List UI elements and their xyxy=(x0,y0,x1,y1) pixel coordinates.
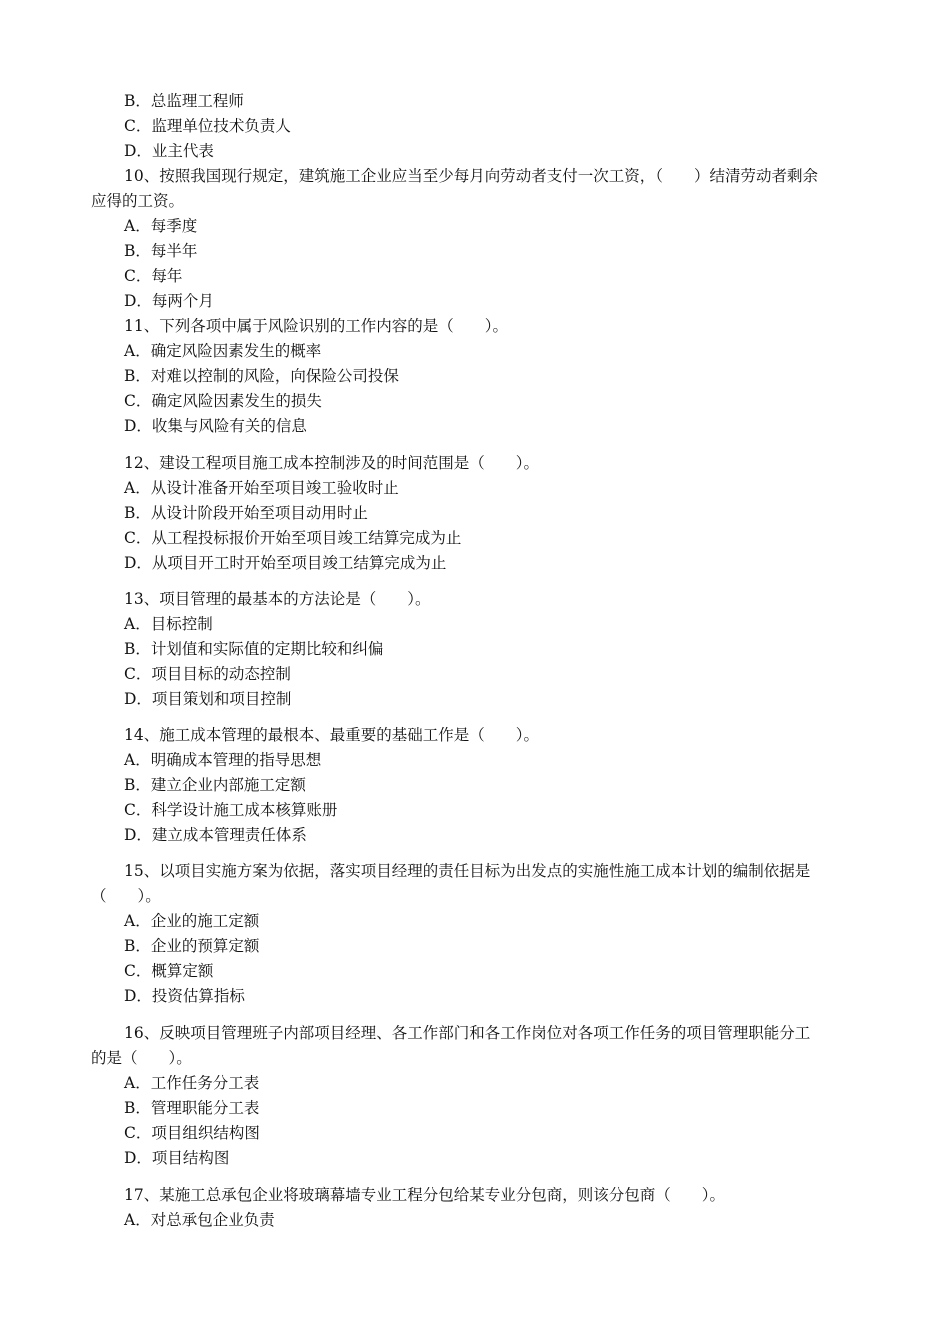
q16-option-d: D．项目结构图 xyxy=(124,1149,230,1167)
q13-option-d: D．项目策划和项目控制 xyxy=(124,690,292,708)
q11-stem: 11、下列各项中属于风险识别的工作内容的是（ ）。 xyxy=(124,317,508,335)
q12-option-c: C．从工程投标报价开始至项目竣工结算完成为止 xyxy=(124,529,462,547)
q15-stem: 15、以项目实施方案为依据，落实项目经理的责任目标为出发点的实施性施工成本计划的编制依据是 xyxy=(124,862,811,880)
q12-stem: 12、建设工程项目施工成本控制涉及的时间范围是（ ）。 xyxy=(124,454,539,472)
q9-option-b: B．总监理工程师 xyxy=(124,92,244,110)
q16-stem-cont: 的是（ ）。 xyxy=(91,1049,192,1067)
q11-option-d: D．收集与风险有关的信息 xyxy=(124,417,307,435)
q14-option-b: B．建立企业内部施工定额 xyxy=(124,776,306,794)
q10-stem-cont: 应得的工资。 xyxy=(91,192,185,210)
q11-option-b: B．对难以控制的风险，向保险公司投保 xyxy=(124,367,399,385)
q10-option-c: C．每年 xyxy=(124,267,183,285)
q12-option-d: D．从项目开工时开始至项目竣工结算完成为止 xyxy=(124,554,447,572)
q13-stem: 13、项目管理的最基本的方法论是（ ）。 xyxy=(124,590,431,608)
q11-option-a: A．确定风险因素发生的概率 xyxy=(124,342,322,360)
q10-option-b: B．每半年 xyxy=(124,242,198,260)
q10-option-d: D．每两个月 xyxy=(124,292,214,310)
q16-option-a: A．工作任务分工表 xyxy=(124,1074,260,1092)
q14-stem: 14、施工成本管理的最根本、最重要的基础工作是（ ）。 xyxy=(124,726,539,744)
q14-option-a: A．明确成本管理的指导思想 xyxy=(124,751,322,769)
q9-option-c: C．监理单位技术负责人 xyxy=(124,117,291,135)
q15-option-a: A．企业的施工定额 xyxy=(124,912,260,930)
q16-option-c: C．项目组织结构图 xyxy=(124,1124,260,1142)
q16-option-b: B．管理职能分工表 xyxy=(124,1099,260,1117)
q15-option-d: D．投资估算指标 xyxy=(124,987,245,1005)
q9-option-d: D．业主代表 xyxy=(124,142,214,160)
q13-option-a: A．目标控制 xyxy=(124,615,213,633)
q10-option-a: A．每季度 xyxy=(124,217,198,235)
q15-option-b: B．企业的预算定额 xyxy=(124,937,260,955)
q13-option-b: B．计划值和实际值的定期比较和纠偏 xyxy=(124,640,384,658)
q12-option-b: B．从设计阶段开始至项目动用时止 xyxy=(124,504,368,522)
q16-stem: 16、反映项目管理班子内部项目经理、各工作部门和各工作岗位对各项工作任务的项目管理职能分工 xyxy=(124,1024,811,1042)
q17-option-a: A．对总承包企业负责 xyxy=(124,1211,275,1229)
q10-stem: 10、按照我国现行规定，建筑施工企业应当至少每月向劳动者支付一次工资，（ ）结清劳动者剩余 xyxy=(124,167,818,185)
q15-option-c: C．概算定额 xyxy=(124,962,214,980)
q14-option-d: D．建立成本管理责任体系 xyxy=(124,826,307,844)
q13-option-c: C．项目目标的动态控制 xyxy=(124,665,291,683)
q11-option-c: C．确定风险因素发生的损失 xyxy=(124,392,322,410)
q17-stem: 17、某施工总承包企业将玻璃幕墙专业工程分包给某专业分包商，则该分包商（ ）。 xyxy=(124,1186,725,1204)
q15-stem-cont: （ ）。 xyxy=(91,887,161,905)
q12-option-a: A．从设计准备开始至项目竣工验收时止 xyxy=(124,479,399,497)
q14-option-c: C．科学设计施工成本核算账册 xyxy=(124,801,338,819)
